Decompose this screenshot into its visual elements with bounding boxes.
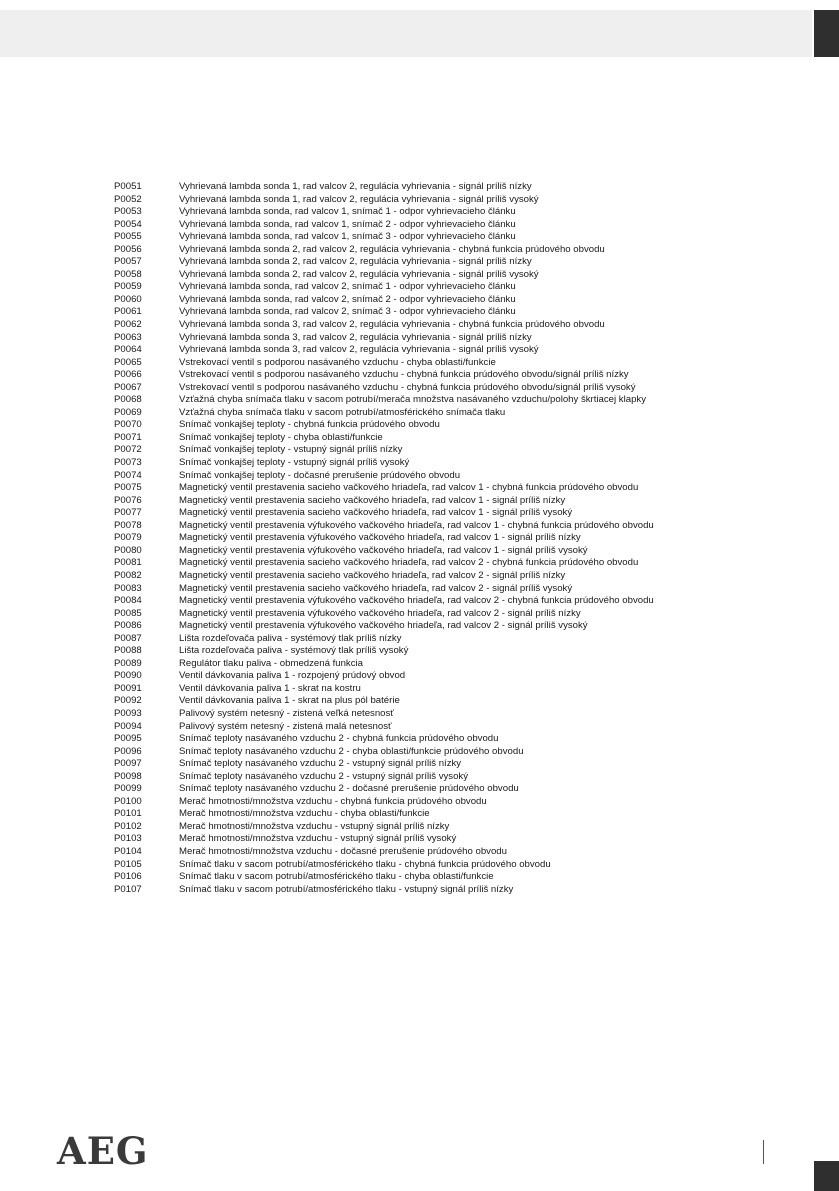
code-row [114, 194, 814, 207]
fault-description: Vyhrievaná lambda sonda 2, rad valcov 2, regulácia vyhrievania - chybná funkcia prúdového obvodu [179, 243, 605, 255]
fault-code: P0081 [114, 557, 142, 569]
code-row [114, 871, 814, 884]
fault-code: P0068 [114, 394, 142, 406]
fault-code: P0085 [114, 607, 142, 619]
fault-description: Vyhrievaná lambda sonda 3, rad valcov 2, regulácia vyhrievania - signál príliš vysoký [179, 344, 539, 356]
fault-description: Snímač tlaku v sacom potrubí/atmosférického tlaku - vstupný signál príliš nízky [179, 883, 514, 895]
aeg-logo: AEG [57, 1129, 149, 1173]
code-row [114, 507, 814, 520]
fault-code: P0090 [114, 670, 142, 682]
fault-description: Magnetický ventil prestavenia sacieho vačkového hriadeľa, rad valcov 2 - chybná funkcia prúdového obvodu [179, 557, 639, 569]
code-row [114, 457, 814, 470]
fault-code: P0055 [114, 231, 142, 243]
fault-code: P0063 [114, 331, 142, 343]
code-row [114, 570, 814, 583]
code-row [114, 746, 814, 759]
code-row [114, 244, 814, 257]
fault-code: P0064 [114, 344, 142, 356]
fault-code: P0077 [114, 507, 142, 519]
fault-description: Lišta rozdeľovača paliva - systémový tlak príliš nízky [179, 632, 402, 644]
code-row [114, 332, 814, 345]
fault-description: Ventil dávkovania paliva 1 - skrat na plus pól batérie [179, 695, 400, 707]
fault-description: Vyhrievaná lambda sonda 3, rad valcov 2, regulácia vyhrievania - signál príliš nízky [179, 331, 532, 343]
fault-code: P0102 [114, 820, 142, 832]
fault-description: Vyhrievaná lambda sonda, rad valcov 2, snímač 2 - odpor vyhrievacieho článku [179, 293, 516, 305]
code-row [114, 532, 814, 545]
footer-divider [763, 1140, 764, 1164]
fault-description: Palivový systém netesný - zistená veľká netesnosť [179, 707, 394, 719]
fault-code: P0066 [114, 369, 142, 381]
header-bar [0, 10, 812, 57]
code-row [114, 444, 814, 457]
code-row [114, 394, 814, 407]
fault-code: P0079 [114, 532, 142, 544]
fault-description: Snímač tlaku v sacom potrubí/atmosférického tlaku - chyba oblasti/funkcie [179, 871, 494, 883]
fault-code: P0103 [114, 833, 142, 845]
code-row [114, 432, 814, 445]
code-row [114, 407, 814, 420]
fault-description: Merač hmotnosti/množstva vzduchu - vstupný signál príliš vysoký [179, 833, 457, 845]
fault-code: P0051 [114, 181, 142, 192]
fault-code: P0095 [114, 733, 142, 745]
fault-description: Merač hmotnosti/množstva vzduchu - vstupný signál príliš nízky [179, 820, 450, 832]
code-row [114, 708, 814, 721]
fault-code: P0073 [114, 457, 142, 469]
code-row [114, 658, 814, 671]
code-row [114, 545, 814, 558]
code-row [114, 808, 814, 821]
fault-code: P0083 [114, 582, 142, 594]
fault-description: Ventil dávkovania paliva 1 - rozpojený prúdový obvod [179, 670, 406, 682]
fault-description: Magnetický ventil prestavenia výfukového vačkového hriadeľa, rad valcov 1 - chybná funkcia prúdového obvodu [179, 519, 654, 531]
fault-code: P0065 [114, 356, 142, 368]
code-row [114, 695, 814, 708]
code-row [114, 344, 814, 357]
fault-code: P0071 [114, 431, 142, 443]
fault-description: Vyhrievaná lambda sonda, rad valcov 1, snímač 2 - odpor vyhrievacieho článku [179, 218, 516, 230]
fault-code: P0061 [114, 306, 142, 318]
fault-code: P0053 [114, 206, 142, 218]
fault-description: Magnetický ventil prestavenia výfukového vačkového hriadeľa, rad valcov 2 - signál príliš nízky [179, 607, 581, 619]
fault-code: P0089 [114, 657, 142, 669]
code-row [114, 382, 814, 395]
code-row [114, 281, 814, 294]
fault-code: P0094 [114, 720, 142, 732]
fault-code: P0075 [114, 482, 142, 494]
fault-description: Vyhrievaná lambda sonda 2, rad valcov 2, regulácia vyhrievania - signál príliš vysoký [179, 268, 539, 280]
fault-description: Snímač vonkajšej teploty - dočasné prerušenie prúdového obvodu [179, 469, 461, 481]
fault-description: Magnetický ventil prestavenia výfukového vačkového hriadeľa, rad valcov 2 - signál príliš vysoký [179, 620, 588, 632]
fault-description: Snímač teploty nasávaného vzduchu 2 - vstupný signál príliš nízky [179, 758, 462, 770]
fault-code: P0086 [114, 620, 142, 632]
code-row [114, 733, 814, 746]
fault-description: Merač hmotnosti/množstva vzduchu - chyba oblasti/funkcie [179, 808, 430, 820]
fault-code: P0099 [114, 783, 142, 795]
fault-code: P0080 [114, 544, 142, 556]
fault-description: Magnetický ventil prestavenia sacieho vačkového hriadeľa, rad valcov 1 - chybná funkcia prúdového obvodu [179, 482, 639, 494]
fault-description: Lišta rozdeľovača paliva - systémový tlak príliš vysoký [179, 645, 409, 657]
code-row [114, 206, 814, 219]
code-row [114, 495, 814, 508]
code-row [114, 357, 814, 370]
fault-code: P0058 [114, 268, 142, 280]
fault-code: P0056 [114, 243, 142, 255]
fault-code: P0100 [114, 795, 142, 807]
code-row [114, 419, 814, 432]
fault-code: P0074 [114, 469, 142, 481]
code-row [114, 683, 814, 696]
fault-description: Snímač vonkajšej teploty - chyba oblasti/funkcie [179, 431, 383, 443]
code-row [114, 306, 814, 319]
fault-description: Vstrekovací ventil s podporou nasávaného vzduchu - chybná funkcia prúdového obvodu/signál príliš vysoký [179, 381, 636, 393]
code-row [114, 645, 814, 658]
fault-description: Magnetický ventil prestavenia výfukového vačkového hriadeľa, rad valcov 2 - chybná funkcia prúdového obvodu [179, 595, 654, 607]
code-row [114, 670, 814, 683]
fault-description: Magnetický ventil prestavenia sacieho vačkového hriadeľa, rad valcov 1 - signál príliš vysoký [179, 507, 573, 519]
fault-code: P0096 [114, 745, 142, 757]
fault-code: P0101 [114, 808, 142, 820]
fault-description: Vyhrievaná lambda sonda, rad valcov 1, snímač 1 - odpor vyhrievacieho článku [179, 206, 516, 218]
fault-description: Vyhrievaná lambda sonda, rad valcov 1, snímač 3 - odpor vyhrievacieho článku [179, 231, 516, 243]
fault-code: P0059 [114, 281, 142, 293]
code-row [114, 633, 814, 646]
fault-code: P0062 [114, 319, 142, 331]
fault-code: P0084 [114, 595, 142, 607]
fault-description: Vstrekovací ventil s podporou nasávaného vzduchu - chyba oblasti/funkcie [179, 356, 496, 368]
code-row [114, 833, 814, 846]
fault-code: P0087 [114, 632, 142, 644]
code-row [114, 758, 814, 771]
code-row [114, 269, 814, 282]
fault-code: P0052 [114, 193, 142, 205]
fault-description: Vyhrievaná lambda sonda 1, rad valcov 2, regulácia vyhrievania - signál príliš vysoký [179, 193, 539, 205]
code-row [114, 369, 814, 382]
code-row [114, 783, 814, 796]
fault-description: Ventil dávkovania paliva 1 - skrat na kostru [179, 682, 361, 694]
fault-code: P0097 [114, 758, 142, 770]
fault-code: P0092 [114, 695, 142, 707]
code-row [114, 821, 814, 834]
fault-description: Snímač vonkajšej teploty - chybná funkcia prúdového obvodu [179, 419, 440, 431]
fault-description: Vstrekovací ventil s podporou nasávaného vzduchu - chybná funkcia prúdového obvodu/signál príliš nízky [179, 369, 629, 381]
code-row [114, 231, 814, 244]
code-row [114, 859, 814, 872]
code-row [114, 583, 814, 596]
fault-description: Magnetický ventil prestavenia výfukového vačkového hriadeľa, rad valcov 1 - signál príliš nízky [179, 532, 581, 544]
code-row [114, 620, 814, 633]
fault-description: Snímač teploty nasávaného vzduchu 2 - dočasné prerušenie prúdového obvodu [179, 783, 519, 795]
fault-code: P0076 [114, 494, 142, 506]
fault-code: P0069 [114, 406, 142, 418]
header-tab-marker [814, 10, 839, 57]
fault-description: Vyhrievaná lambda sonda, rad valcov 2, snímač 3 - odpor vyhrievacieho článku [179, 306, 516, 318]
fault-description: Vyhrievaná lambda sonda 3, rad valcov 2, regulácia vyhrievania - chybná funkcia prúdového obvodu [179, 319, 605, 331]
code-row [114, 181, 814, 194]
fault-code: P0104 [114, 845, 142, 857]
fault-description: Vyhrievaná lambda sonda 2, rad valcov 2, regulácia vyhrievania - signál príliš nízky [179, 256, 532, 268]
code-row [114, 796, 814, 809]
fault-code: P0057 [114, 256, 142, 268]
code-row [114, 294, 814, 307]
fault-description: Snímač vonkajšej teploty - vstupný signál príliš nízky [179, 444, 403, 456]
fault-description: Merač hmotnosti/množstva vzduchu - dočasné prerušenie prúdového obvodu [179, 845, 507, 857]
fault-code: P0107 [114, 883, 142, 895]
fault-description: Magnetický ventil prestavenia sacieho vačkového hriadeľa, rad valcov 2 - signál príliš vysoký [179, 582, 573, 594]
fault-code: P0072 [114, 444, 142, 456]
fault-code-list [114, 181, 814, 896]
fault-description: Snímač teploty nasávaného vzduchu 2 - vstupný signál príliš vysoký [179, 770, 469, 782]
code-row [114, 595, 814, 608]
fault-code: P0060 [114, 293, 142, 305]
fault-code: P0070 [114, 419, 142, 431]
fault-description: Vyhrievaná lambda sonda, rad valcov 2, snímač 1 - odpor vyhrievacieho článku [179, 281, 516, 293]
fault-description: Snímač teploty nasávaného vzduchu 2 - chybná funkcia prúdového obvodu [179, 733, 499, 745]
fault-description: Vzťažná chyba snímača tlaku v sacom potrubí/atmosférického snímača tlaku [179, 406, 506, 418]
code-row [114, 256, 814, 269]
fault-code: P0054 [114, 218, 142, 230]
fault-description: Snímač teploty nasávaného vzduchu 2 - chyba oblasti/funkcie prúdového obvodu [179, 745, 524, 757]
fault-code: P0106 [114, 871, 142, 883]
fault-description: Vzťažná chyba snímača tlaku v sacom potrubí/merača množstva nasávaného vzduchu/polohy škrtiacej klapky [179, 394, 646, 406]
fault-code: P0093 [114, 707, 142, 719]
code-row [114, 219, 814, 232]
code-row [114, 846, 814, 859]
fault-description: Snímač tlaku v sacom potrubí/atmosférického tlaku - chybná funkcia prúdového obvodu [179, 858, 551, 870]
fault-code: P0091 [114, 682, 142, 694]
code-row [114, 721, 814, 734]
fault-code: P0078 [114, 519, 142, 531]
fault-description: Palivový systém netesný - zistená malá netesnosť [179, 720, 392, 732]
code-row [114, 884, 814, 897]
code-row [114, 557, 814, 570]
fault-code: P0082 [114, 569, 142, 581]
code-row [114, 520, 814, 533]
footer-tab-marker [814, 1161, 839, 1191]
code-row [114, 608, 814, 621]
fault-code: P0098 [114, 770, 142, 782]
fault-description: Vyhrievaná lambda sonda 1, rad valcov 2, regulácia vyhrievania - signál príliš nízky [179, 181, 532, 192]
code-row [114, 482, 814, 495]
code-row [114, 470, 814, 483]
fault-code: P0105 [114, 858, 142, 870]
fault-description: Regulátor tlaku paliva - obmedzená funkcia [179, 657, 363, 669]
code-row [114, 319, 814, 332]
code-row [114, 771, 814, 784]
fault-description: Magnetický ventil prestavenia sacieho vačkového hriadeľa, rad valcov 1 - signál príliš nízky [179, 494, 566, 506]
fault-description: Snímač vonkajšej teploty - vstupný signál príliš vysoký [179, 457, 410, 469]
fault-code: P0088 [114, 645, 142, 657]
fault-description: Magnetický ventil prestavenia sacieho vačkového hriadeľa, rad valcov 2 - signál príliš nízky [179, 569, 566, 581]
fault-description: Merač hmotnosti/množstva vzduchu - chybná funkcia prúdového obvodu [179, 795, 487, 807]
fault-description: Magnetický ventil prestavenia výfukového vačkového hriadeľa, rad valcov 1 - signál príliš vysoký [179, 544, 588, 556]
fault-code: P0067 [114, 381, 142, 393]
